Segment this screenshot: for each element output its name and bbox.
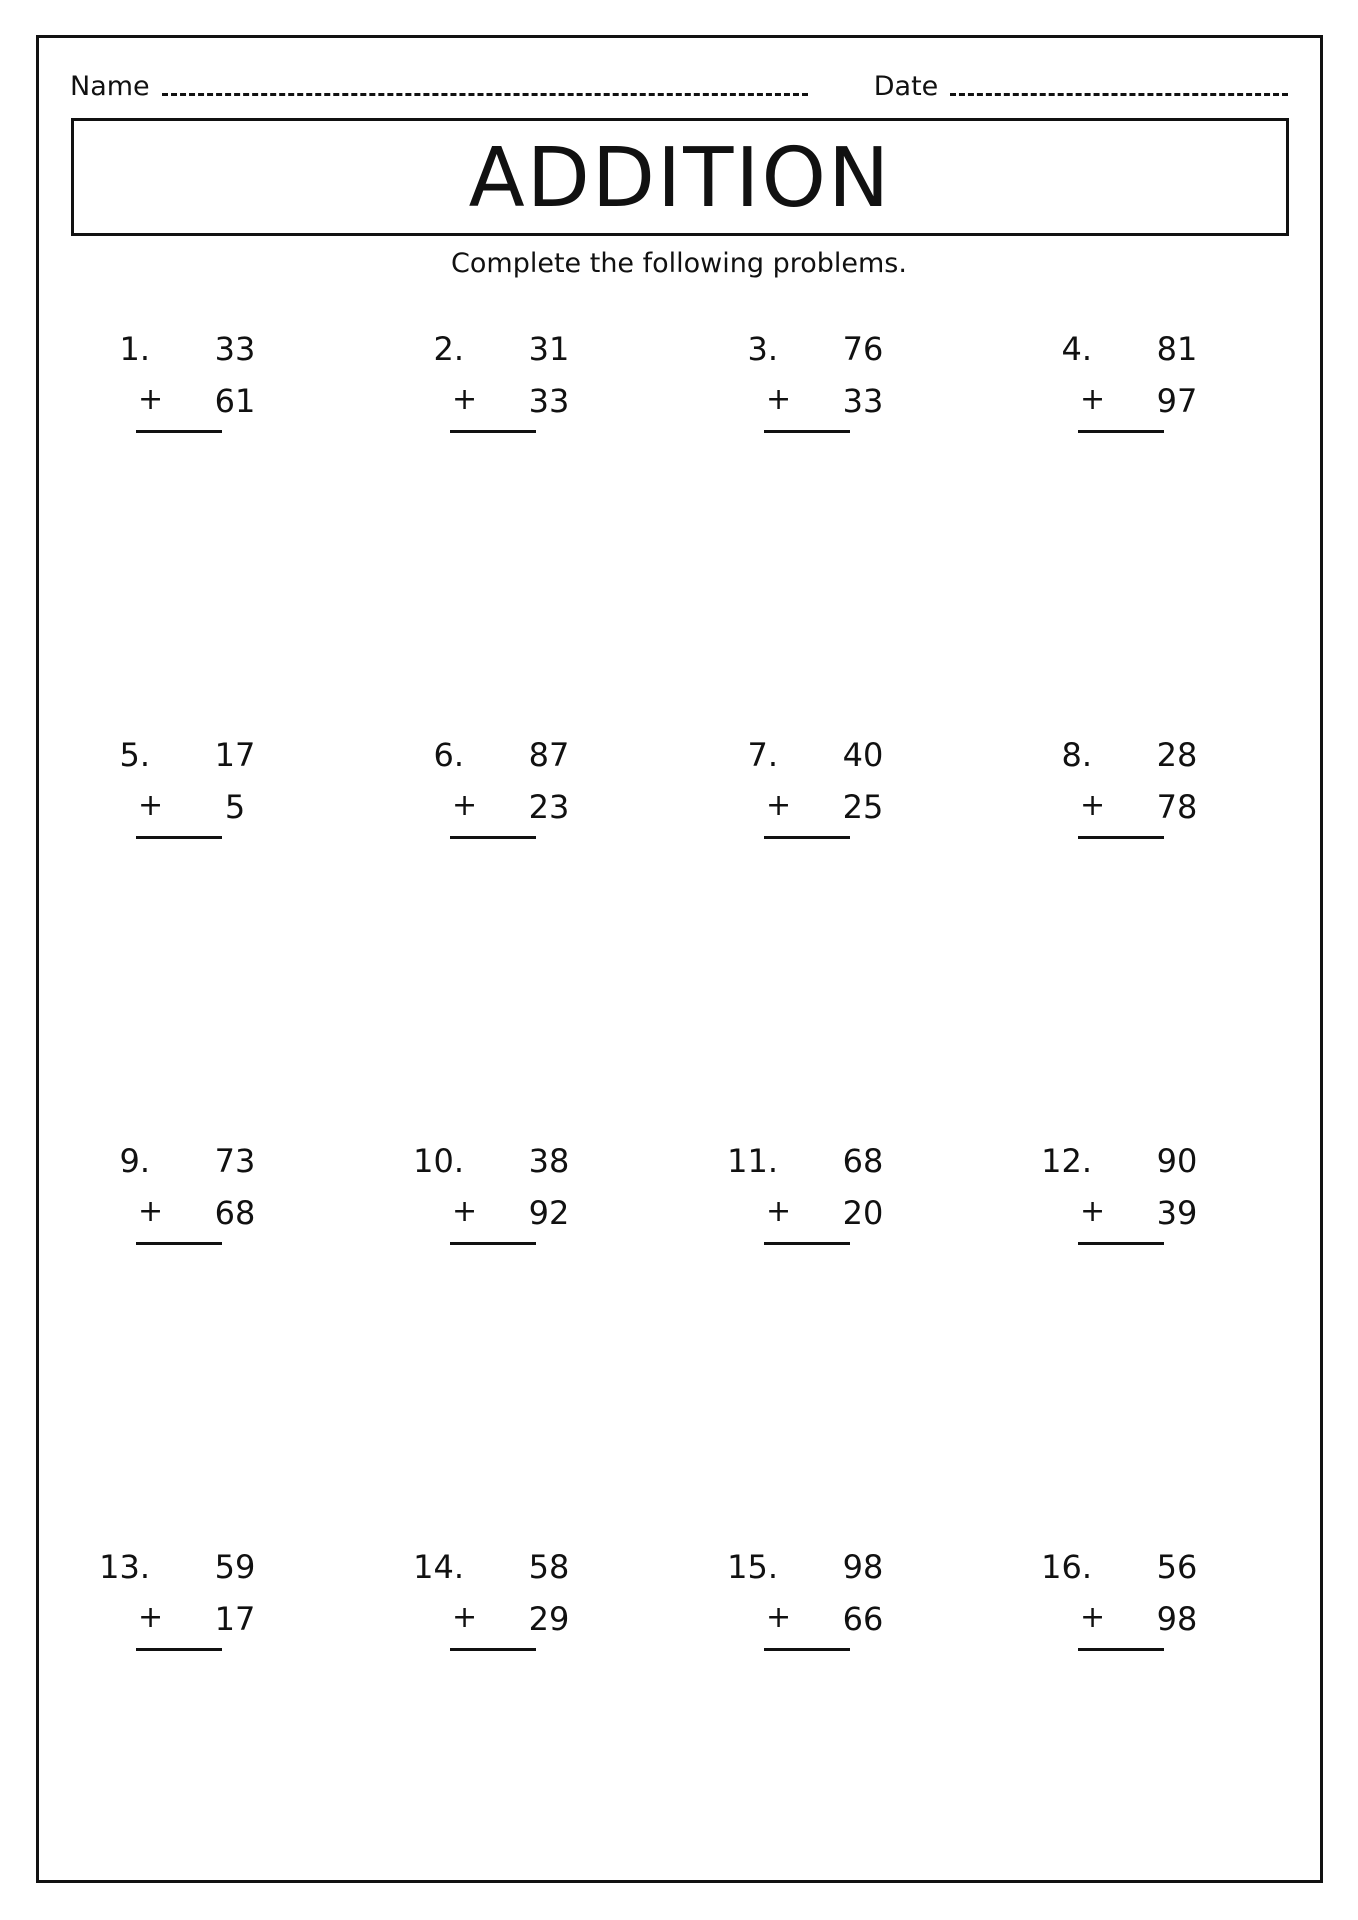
- problem-number: 10.: [413, 1142, 464, 1180]
- answer-line[interactable]: [136, 836, 222, 839]
- problem-number: 14.: [413, 1548, 464, 1586]
- problem-top-addend: 59: [214, 1548, 256, 1586]
- page-title: ADDITION: [468, 131, 892, 226]
- problem-top-addend: 33: [214, 330, 256, 368]
- problem-bottom-addend: 29: [528, 1600, 570, 1638]
- problem-number: 8.: [1061, 736, 1092, 774]
- answer-line[interactable]: [450, 1648, 536, 1651]
- problem-top-addend: 17: [214, 736, 256, 774]
- plus-sign: +: [452, 1600, 478, 1635]
- problem-4: [1032, 330, 1232, 440]
- plus-sign: +: [766, 1194, 792, 1229]
- plus-sign: +: [766, 382, 792, 417]
- problem-bottom-addend: 17: [214, 1600, 256, 1638]
- answer-line[interactable]: [136, 1648, 222, 1651]
- plus-sign: +: [138, 788, 164, 823]
- plus-sign: +: [452, 788, 478, 823]
- problem-number: 13.: [99, 1548, 150, 1586]
- answer-line[interactable]: [450, 1242, 536, 1245]
- problem-number: 5.: [119, 736, 150, 774]
- problem-1: [90, 330, 290, 440]
- problem-7: [718, 736, 918, 846]
- problem-top-addend: 73: [214, 1142, 256, 1180]
- problem-12: [1032, 1142, 1232, 1252]
- problem-top-addend: 87: [528, 736, 570, 774]
- plus-sign: +: [1080, 1600, 1106, 1635]
- problem-number: 16.: [1041, 1548, 1092, 1586]
- problem-bottom-addend: 97: [1156, 382, 1198, 420]
- problem-bottom-addend: 66: [842, 1600, 884, 1638]
- plus-sign: +: [138, 1194, 164, 1229]
- problem-9: [90, 1142, 290, 1252]
- problem-top-addend: 58: [528, 1548, 570, 1586]
- problem-top-addend: 68: [842, 1142, 884, 1180]
- problem-top-addend: 40: [842, 736, 884, 774]
- problem-number: 9.: [119, 1142, 150, 1180]
- problem-13: [90, 1548, 290, 1658]
- problem-16: [1032, 1548, 1232, 1658]
- problem-number: 11.: [727, 1142, 778, 1180]
- problem-top-addend: 98: [842, 1548, 884, 1586]
- problem-bottom-addend: 78: [1156, 788, 1198, 826]
- answer-line[interactable]: [1078, 836, 1164, 839]
- problem-number: 12.: [1041, 1142, 1092, 1180]
- problem-bottom-addend: 23: [528, 788, 570, 826]
- answer-line[interactable]: [764, 1648, 850, 1651]
- problem-2: [404, 330, 604, 440]
- problem-bottom-addend: 25: [842, 788, 884, 826]
- problem-bottom-addend: 39: [1156, 1194, 1198, 1232]
- answer-line[interactable]: [450, 836, 536, 839]
- problem-number: 3.: [747, 330, 778, 368]
- answer-line[interactable]: [1078, 1648, 1164, 1651]
- problem-bottom-addend: 20: [842, 1194, 884, 1232]
- problem-10: [404, 1142, 604, 1252]
- plus-sign: +: [766, 788, 792, 823]
- plus-sign: +: [138, 1600, 164, 1635]
- problem-top-addend: 28: [1156, 736, 1198, 774]
- problem-number: 7.: [747, 736, 778, 774]
- problem-top-addend: 81: [1156, 330, 1198, 368]
- answer-line[interactable]: [764, 430, 850, 433]
- plus-sign: +: [452, 382, 478, 417]
- problem-11: [718, 1142, 918, 1252]
- answer-line[interactable]: [1078, 430, 1164, 433]
- plus-sign: +: [452, 1194, 478, 1229]
- problem-bottom-addend: 61: [214, 382, 256, 420]
- date-label: Date: [873, 71, 939, 102]
- answer-line[interactable]: [764, 836, 850, 839]
- problem-top-addend: 90: [1156, 1142, 1198, 1180]
- plus-sign: +: [766, 1600, 792, 1635]
- problem-6: [404, 736, 604, 846]
- answer-line[interactable]: [450, 430, 536, 433]
- problem-top-addend: 38: [528, 1142, 570, 1180]
- problem-number: 4.: [1061, 330, 1092, 368]
- problem-bottom-addend: 33: [528, 382, 570, 420]
- answer-line[interactable]: [1078, 1242, 1164, 1245]
- answer-line[interactable]: [136, 1242, 222, 1245]
- problem-bottom-addend: 33: [842, 382, 884, 420]
- problem-number: 2.: [433, 330, 464, 368]
- problem-14: [404, 1548, 604, 1658]
- problem-15: [718, 1548, 918, 1658]
- answer-line[interactable]: [764, 1242, 850, 1245]
- problem-bottom-addend: 5: [224, 788, 246, 826]
- problem-number: 6.: [433, 736, 464, 774]
- problem-number: 15.: [727, 1548, 778, 1586]
- problem-number: 1.: [119, 330, 150, 368]
- problem-3: [718, 330, 918, 440]
- problem-bottom-addend: 98: [1156, 1600, 1198, 1638]
- problem-5: [90, 736, 290, 846]
- problem-8: [1032, 736, 1232, 846]
- problem-top-addend: 76: [842, 330, 884, 368]
- plus-sign: +: [1080, 382, 1106, 417]
- problem-top-addend: 56: [1156, 1548, 1198, 1586]
- problem-top-addend: 31: [528, 330, 570, 368]
- name-label: Name: [70, 71, 150, 102]
- instructions: Complete the following problems.: [451, 248, 907, 279]
- plus-sign: +: [1080, 788, 1106, 823]
- answer-line[interactable]: [136, 430, 222, 433]
- problem-bottom-addend: 68: [214, 1194, 256, 1232]
- problem-bottom-addend: 92: [528, 1194, 570, 1232]
- plus-sign: +: [1080, 1194, 1106, 1229]
- plus-sign: +: [138, 382, 164, 417]
